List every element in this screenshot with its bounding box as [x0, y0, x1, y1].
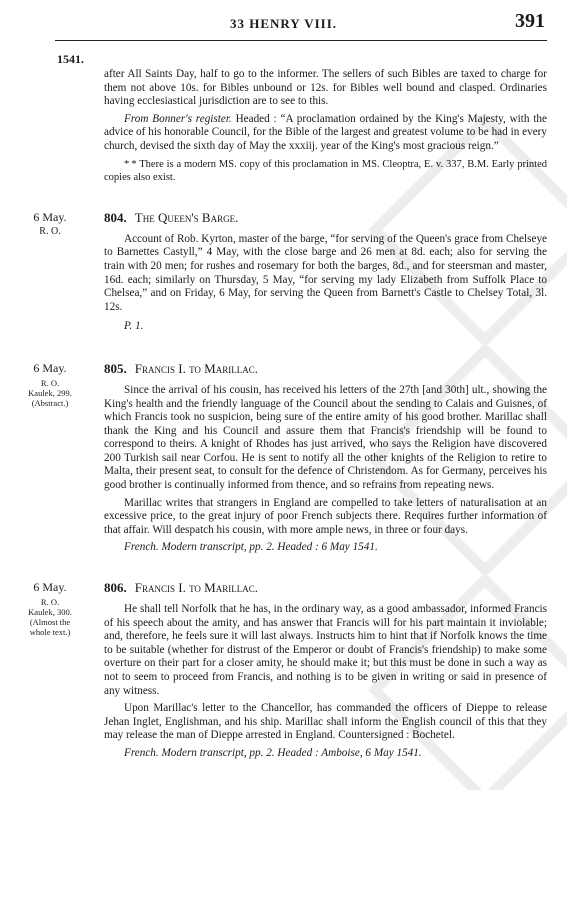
entry-805 [0, 360, 567, 555]
entry-paragraph: Marillac writes that strangers in England are compelled to take letters of naturalisation at an excessive price, to the great injury of poor French subjects there. Requires further information of that affair. Will despatch his cousin, with more ample news, in three or four days. [104, 496, 547, 536]
entry-number: 804. [104, 209, 127, 225]
year-marker: 1541. [57, 52, 84, 66]
entry-date: 6 May. [33, 360, 67, 375]
entry-note: P. 1. [124, 320, 144, 333]
entry-note: French. Modern transcript, pp. 2. Headed : 6 May 1541. [124, 541, 378, 554]
entry-margin [0, 579, 100, 637]
entry-806 [0, 579, 567, 761]
entry-source: R. O. [40, 377, 60, 388]
entry-paragraph: He shall tell Norfolk that he has, in the ordinary way, as a good ambassador, informed Francis of his speech about the amity, and has answer that Francis will for his part maintain it inviolable; and, therefore, he feels sure it will last always. Instructs him to hint that if Norfolk knows the time to be suitable (whether for distrust of the Emperor or doubt of Francis's friendship) to make some overture on their part for a closer amity, he should make it; but this must be done in such a way as not to seem to proceed from Francis, and nothing is to be given in writing or said in presence of any witness. [104, 603, 547, 697]
entry-source: (Abstract.) [31, 397, 69, 408]
source-paragraph [104, 113, 547, 154]
entry-margin [0, 209, 100, 237]
source-label: From Bonner's register. [124, 112, 232, 125]
entry-804 [0, 209, 567, 334]
entry-title: The Queen's Barge. [134, 209, 239, 225]
entry-title: Francis I. to Marillac. [134, 360, 258, 376]
entry-margin [0, 360, 100, 408]
entry-date: 6 May. [33, 580, 67, 595]
entry-heading [104, 209, 547, 227]
entry-source: Kaulek, 299. [28, 387, 72, 398]
entry-title: Francis I. to Marillac. [134, 580, 258, 596]
source-text: Headed : “A proclamation ordained by the King's Majesty, with the advice of his honorable Council, for the Bible of the largest and greatest volume to be had in every church, devised the sixth day of May the xxxiij. year of the King's most gracious reign.” [104, 112, 547, 152]
continuation-block [0, 44, 567, 185]
entry-source: whole text.) [29, 627, 71, 638]
entry-source: (Almost the [29, 617, 71, 628]
continuation-text: after All Saints Day, half to go to the informer. The sellers of such Bibles are taxed to charge for them not above 10s. for Bibles unbound or 12s. for Bibles well bound and clasped. Ordinaries having ecclesiastical jurisdiction are to see to this. [104, 68, 547, 108]
entry-heading [104, 579, 547, 597]
running-title: 33 HENRY VIII. [229, 16, 338, 31]
entry-source: R. O. [39, 225, 61, 237]
page-content [0, 44, 567, 761]
page-header [0, 10, 567, 40]
entry-paragraph: Account of Rob. Kyrton, master of the barge, “for serving of the Queen's grace from Chelseye to Barnettes Castyll,” 4 May, with the close barge and 26 men at 8d. each; also for serving the train with 20 men; for rushes and rosemary for both the barges, 8d., and for steersman and master, 16d. each; similarly on Thursday, 5 May, “for serving my lady Elizabeth from Suffolk Place to Chelsea,” and on Friday, 6 May, for serving the Queen from Barnett's Castle to Chelsey Total, 3l. 12s. [104, 232, 547, 313]
entry-number: 806. [104, 580, 127, 596]
entry-number: 805. [104, 360, 127, 376]
entry-heading [104, 360, 547, 378]
entry-date: 6 May. [33, 209, 67, 224]
entry-paragraph: Upon Marillac's letter to the Chancellor, has commanded the officers of Dieppe to release Jehan Inglet, Englishman, and his ship. Marillac shall inform the English council of this that they may release the man of Dieppe arrested in England. Countersigned : Bochetel. [104, 702, 547, 742]
footnote: * * There is a modern MS. copy of this proclamation in MS. Cleoptra, E. v. 337, B.M. Early printed copies also exist. [104, 158, 547, 184]
entry-paragraph: Since the arrival of his cousin, has received his letters of the 27th [and 30th] ult., showing the King's health and the friendly language of the Council about the sending to Calais and Guisnes, of which Francis took no suspicion, being sure of the entire amity of his good brother. Marillac shall thank the King and his Council and assure them that Francis's friendship will be found to correspond to theirs. A knight of Rhodes has just arrived, who says the Religion have discovered 200 Turkish sail near Corfou. He is sent to notify all the other knights of the Religion to retire to Malta, their present seat, to consult for the defence of Christendom. As for Germany, perceives his good brother is continually informed from thence, and so refrains from repeating news. [104, 383, 547, 492]
entry-source: R. O. [40, 597, 60, 608]
entry-source: Kaulek, 300. [28, 607, 72, 618]
header-rule [55, 40, 547, 41]
page-number: 391 [515, 10, 545, 32]
entry-note: French. Modern transcript, pp. 2. Headed : Amboise, 6 May 1541. [124, 746, 422, 759]
